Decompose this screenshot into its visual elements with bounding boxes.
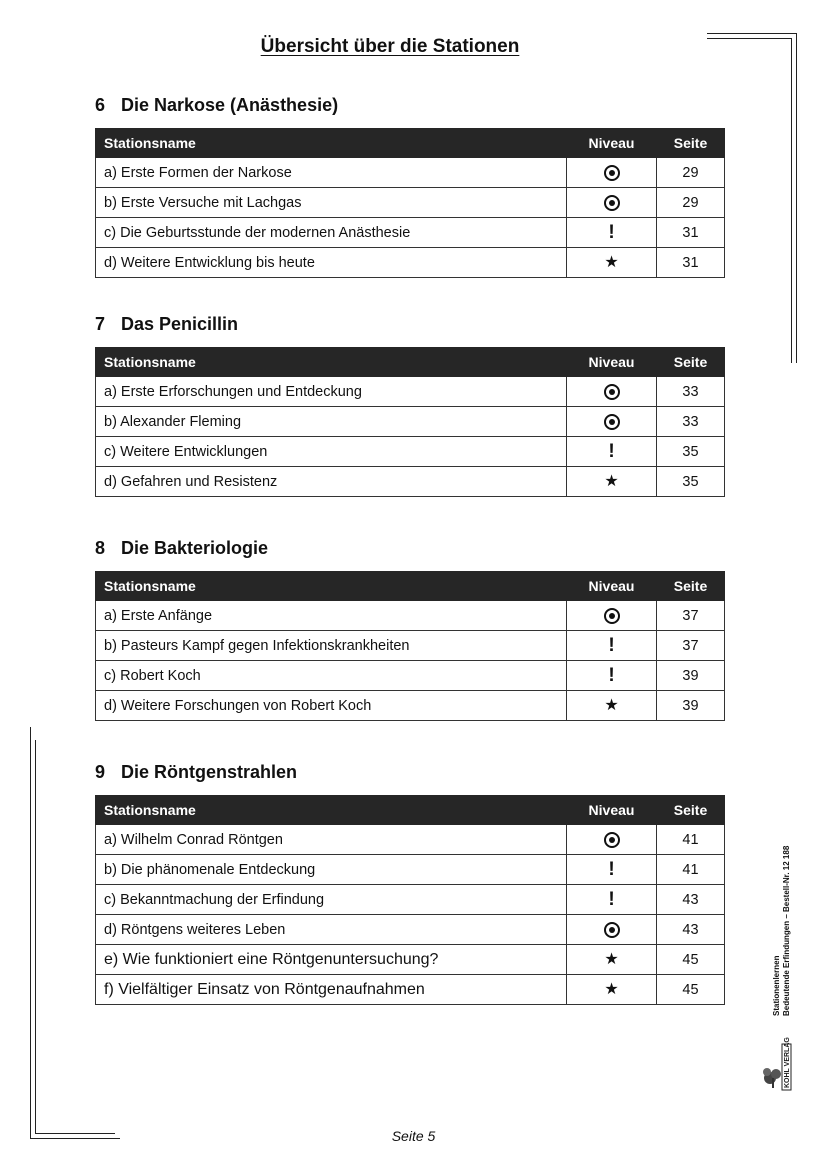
station-level xyxy=(567,407,657,437)
column-header-name: Stationsname xyxy=(96,348,567,377)
table-row xyxy=(96,377,725,407)
station-name: d) Weitere Entwicklung bis heute xyxy=(96,248,567,278)
stations-table xyxy=(95,795,725,1005)
exclamation-icon: ! xyxy=(608,859,615,880)
station-page: 31 xyxy=(657,218,725,248)
section-title: Die Röntgenstrahlen xyxy=(121,762,298,782)
page-number: Seite 5 xyxy=(391,1128,436,1144)
section-6 xyxy=(95,92,724,278)
station-level xyxy=(567,158,657,188)
star-icon: ★ xyxy=(604,696,619,714)
target-icon xyxy=(604,384,620,400)
star-icon: ★ xyxy=(604,980,619,998)
star-icon: ★ xyxy=(604,253,619,271)
target-icon xyxy=(604,195,620,211)
stations-table xyxy=(95,571,725,721)
station-level xyxy=(567,218,657,248)
section-number: 6 xyxy=(95,95,106,115)
station-name: e) Wie funktioniert eine Röntgenuntersuchung? xyxy=(96,945,567,975)
table-header-row xyxy=(96,796,725,825)
station-name: b) Pasteurs Kampf gegen Infektionskrankheiten xyxy=(96,631,567,661)
table-row xyxy=(96,975,725,1005)
star-icon: ★ xyxy=(604,950,619,968)
station-level xyxy=(567,601,657,631)
section-number: 7 xyxy=(95,314,106,334)
table-row xyxy=(96,407,725,437)
column-header-page: Seite xyxy=(657,129,725,158)
table-header-row xyxy=(96,572,725,601)
station-page: 35 xyxy=(657,437,725,467)
station-page: 43 xyxy=(657,885,725,915)
station-page: 33 xyxy=(657,377,725,407)
station-level xyxy=(567,691,657,721)
section-8 xyxy=(95,535,724,721)
page-title: Übersicht über die Stationen xyxy=(260,36,520,57)
station-page: 31 xyxy=(657,248,725,278)
table-row xyxy=(96,631,725,661)
target-icon xyxy=(604,414,620,430)
column-header-name: Stationsname xyxy=(96,129,567,158)
frame-line xyxy=(30,727,31,1138)
table-row xyxy=(96,188,725,218)
section-number: 9 xyxy=(95,762,106,782)
exclamation-icon: ! xyxy=(608,222,615,243)
station-page: 45 xyxy=(657,945,725,975)
station-level xyxy=(567,661,657,691)
table-row xyxy=(96,467,725,497)
target-icon xyxy=(604,608,620,624)
station-page: 43 xyxy=(657,915,725,945)
table-row xyxy=(96,691,725,721)
table-row xyxy=(96,248,725,278)
station-page: 29 xyxy=(657,188,725,218)
frame-line xyxy=(707,33,797,34)
column-header-page: Seite xyxy=(657,348,725,377)
station-level xyxy=(567,467,657,497)
column-header-page: Seite xyxy=(657,572,725,601)
station-name: d) Gefahren und Resistenz xyxy=(96,467,567,497)
section-heading xyxy=(95,311,724,337)
station-name: b) Alexander Fleming xyxy=(96,407,567,437)
station-name: c) Die Geburtsstunde der modernen Anästhesie xyxy=(96,218,567,248)
station-page: 37 xyxy=(657,631,725,661)
table-row xyxy=(96,855,725,885)
station-level xyxy=(567,885,657,915)
section-number: 8 xyxy=(95,538,106,558)
station-name: b) Die phänomenale Entdeckung xyxy=(96,855,567,885)
station-name: a) Erste Formen der Narkose xyxy=(96,158,567,188)
station-page: 33 xyxy=(657,407,725,437)
column-header-level: Niveau xyxy=(567,572,657,601)
section-heading xyxy=(95,92,724,118)
station-name: a) Wilhelm Conrad Röntgen xyxy=(96,825,567,855)
station-name: b) Erste Versuche mit Lachgas xyxy=(96,188,567,218)
column-header-level: Niveau xyxy=(567,129,657,158)
target-icon xyxy=(604,832,620,848)
station-name: d) Weitere Forschungen von Robert Koch xyxy=(96,691,567,721)
station-name: c) Weitere Entwicklungen xyxy=(96,437,567,467)
table-row xyxy=(96,218,725,248)
table-row xyxy=(96,825,725,855)
station-page: 39 xyxy=(657,661,725,691)
frame-line xyxy=(796,33,797,363)
station-name: c) Bekanntmachung der Erfindung xyxy=(96,885,567,915)
table-row xyxy=(96,601,725,631)
station-name: d) Röntgens weiteres Leben xyxy=(96,915,567,945)
publisher-logo xyxy=(760,1020,794,1092)
station-level xyxy=(567,915,657,945)
table-row xyxy=(96,437,725,467)
section-heading xyxy=(95,759,724,785)
station-level xyxy=(567,945,657,975)
section-title: Die Narkose (Anästhesie) xyxy=(121,95,339,115)
section-heading xyxy=(95,535,724,561)
star-icon: ★ xyxy=(604,472,619,490)
frame-line xyxy=(791,38,792,363)
publisher-name: KOHL VERLAG xyxy=(784,1037,791,1088)
column-header-level: Niveau xyxy=(567,796,657,825)
station-level xyxy=(567,631,657,661)
station-name: c) Robert Koch xyxy=(96,661,567,691)
section-9 xyxy=(95,759,724,1005)
table-row xyxy=(96,158,725,188)
table-row xyxy=(96,915,725,945)
station-level xyxy=(567,855,657,885)
section-title: Das Penicillin xyxy=(121,314,239,334)
sidebar-text xyxy=(772,846,792,1016)
station-name: f) Vielfältiger Einsatz von Röntgenaufnahmen xyxy=(96,975,567,1005)
column-header-page: Seite xyxy=(657,796,725,825)
series-subtitle: Bedeutende Erfindungen – Bestell-Nr. 12 188 xyxy=(782,845,791,1016)
exclamation-icon: ! xyxy=(608,889,615,910)
table-header-row xyxy=(96,348,725,377)
table-header-row xyxy=(96,129,725,158)
exclamation-icon: ! xyxy=(608,665,615,686)
station-level xyxy=(567,975,657,1005)
station-page: 41 xyxy=(657,825,725,855)
table-row xyxy=(96,661,725,691)
station-level xyxy=(567,825,657,855)
station-level xyxy=(567,248,657,278)
station-level xyxy=(567,377,657,407)
station-page: 45 xyxy=(657,975,725,1005)
station-page: 37 xyxy=(657,601,725,631)
column-header-name: Stationsname xyxy=(96,796,567,825)
section-7 xyxy=(95,311,724,497)
stations-table xyxy=(95,347,725,497)
column-header-name: Stationsname xyxy=(96,572,567,601)
station-level xyxy=(567,188,657,218)
station-page: 39 xyxy=(657,691,725,721)
exclamation-icon: ! xyxy=(608,441,615,462)
target-icon xyxy=(604,165,620,181)
table-row xyxy=(96,885,725,915)
station-page: 35 xyxy=(657,467,725,497)
target-icon xyxy=(604,922,620,938)
section-title: Die Bakteriologie xyxy=(121,538,269,558)
table-row xyxy=(96,945,725,975)
station-page: 41 xyxy=(657,855,725,885)
column-header-level: Niveau xyxy=(567,348,657,377)
exclamation-icon: ! xyxy=(608,635,615,656)
station-name: a) Erste Anfänge xyxy=(96,601,567,631)
series-name: Stationenlernen xyxy=(772,955,781,1016)
station-name: a) Erste Erforschungen und Entdeckung xyxy=(96,377,567,407)
station-level xyxy=(567,437,657,467)
station-page: 29 xyxy=(657,158,725,188)
stations-table xyxy=(95,128,725,278)
frame-line xyxy=(35,740,36,1133)
